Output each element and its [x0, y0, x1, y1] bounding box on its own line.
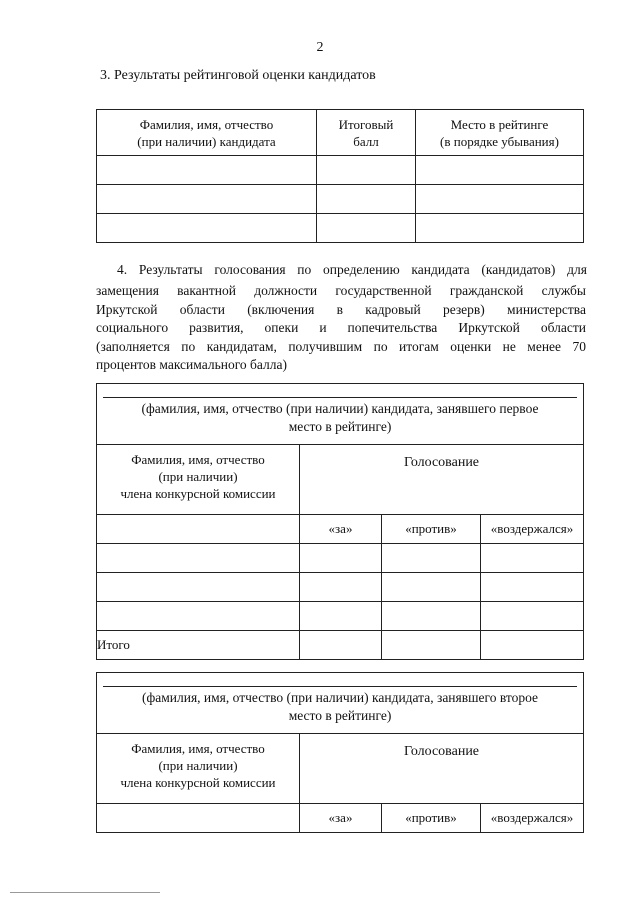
table-cell [382, 544, 481, 573]
total-row [97, 631, 584, 660]
table-cell [481, 544, 584, 573]
header-for: «за» [300, 804, 382, 833]
section-4-line-2: замещения вакантной должности государственной гражданской службы [96, 283, 586, 298]
footnote-separator [10, 892, 160, 893]
vote-subheader-row [97, 515, 584, 544]
table-cell [317, 185, 416, 214]
section-4-paragraph [96, 282, 586, 375]
header-for: «за» [300, 515, 382, 544]
table-cell [300, 602, 382, 631]
total-label: Итого [97, 631, 300, 660]
table-cell [300, 631, 382, 660]
candidate-title-row [97, 673, 584, 734]
table-cell [97, 156, 317, 185]
vote-header-row [97, 734, 584, 804]
header-candidate-name: Фамилия, имя, отчество (при наличии) кандидата [97, 110, 317, 156]
header-member-name: Фамилия, имя, отчество (при наличии) члена конкурсной комиссии [97, 445, 300, 515]
table-row [97, 602, 584, 631]
table-cell [317, 214, 416, 243]
candidate-caption: (фамилия, имя, отчество (при наличии) кандидата, занявшего второе место в рейтинге) [141, 690, 538, 723]
table-cell [382, 631, 481, 660]
header-voting: Голосование [300, 734, 584, 804]
table-cell [97, 515, 300, 544]
table-cell [97, 602, 300, 631]
table-row [97, 214, 584, 243]
vote-table-second-place [96, 672, 584, 833]
candidate-name-cell [97, 673, 584, 734]
header-member-name: Фамилия, имя, отчество (при наличии) члена конкурсной комиссии [97, 734, 300, 804]
section-4-line-5: (заполняется по кандидатам, получившим по итогам оценки не менее 70 [96, 338, 586, 354]
candidate-title-row [97, 384, 584, 445]
table-cell [481, 602, 584, 631]
section-4-line-1: 4. Результаты голосования по определению кандидата (кандидатов) для [117, 262, 587, 277]
candidate-name-cell [97, 384, 584, 445]
table-cell [317, 156, 416, 185]
header-rating-place: Место в рейтинге (в порядке убывания) [416, 110, 584, 156]
table-cell [97, 573, 300, 602]
section-3-heading: 3. Результаты рейтинговой оценки кандидатов [100, 68, 376, 83]
section-4-line-4: социального развития, опеки и попечительства Иркутской области [96, 320, 586, 335]
table-cell [382, 573, 481, 602]
candidate-caption: (фамилия, имя, отчество (при наличии) кандидата, занявшего первое место в рейтинге) [141, 401, 539, 434]
rating-results-table [96, 109, 584, 243]
table-cell [97, 185, 317, 214]
table-row [97, 185, 584, 214]
vote-subheader-row [97, 804, 584, 833]
header-voting: Голосование [300, 445, 584, 515]
header-abstained: «воздержался» [481, 804, 584, 833]
table-cell [97, 804, 300, 833]
header-against: «против» [382, 804, 481, 833]
table-cell [481, 573, 584, 602]
candidate-name-line [103, 686, 577, 687]
vote-header-row [97, 445, 584, 515]
section-4-line-3: Иркутской области (включения в кадровый резерв) министерства [96, 301, 586, 317]
header-final-score: Итоговый балл [317, 110, 416, 156]
header-abstained: «воздержался» [481, 515, 584, 544]
table-cell [416, 156, 584, 185]
table-cell [382, 602, 481, 631]
table-cell [416, 185, 584, 214]
table-cell [481, 631, 584, 660]
table-cell [416, 214, 584, 243]
table-cell [300, 544, 382, 573]
table-row [97, 156, 584, 185]
table-cell [300, 573, 382, 602]
candidate-name-line [103, 397, 577, 398]
table-header-row [97, 110, 584, 156]
header-against: «против» [382, 515, 481, 544]
table-cell [97, 214, 317, 243]
vote-table-first-place [96, 383, 584, 660]
table-cell [97, 544, 300, 573]
table-row [97, 544, 584, 573]
table-row [97, 573, 584, 602]
page-number: 2 [316, 40, 324, 55]
section-4-line-6: процентов максимального балла) [96, 357, 287, 372]
